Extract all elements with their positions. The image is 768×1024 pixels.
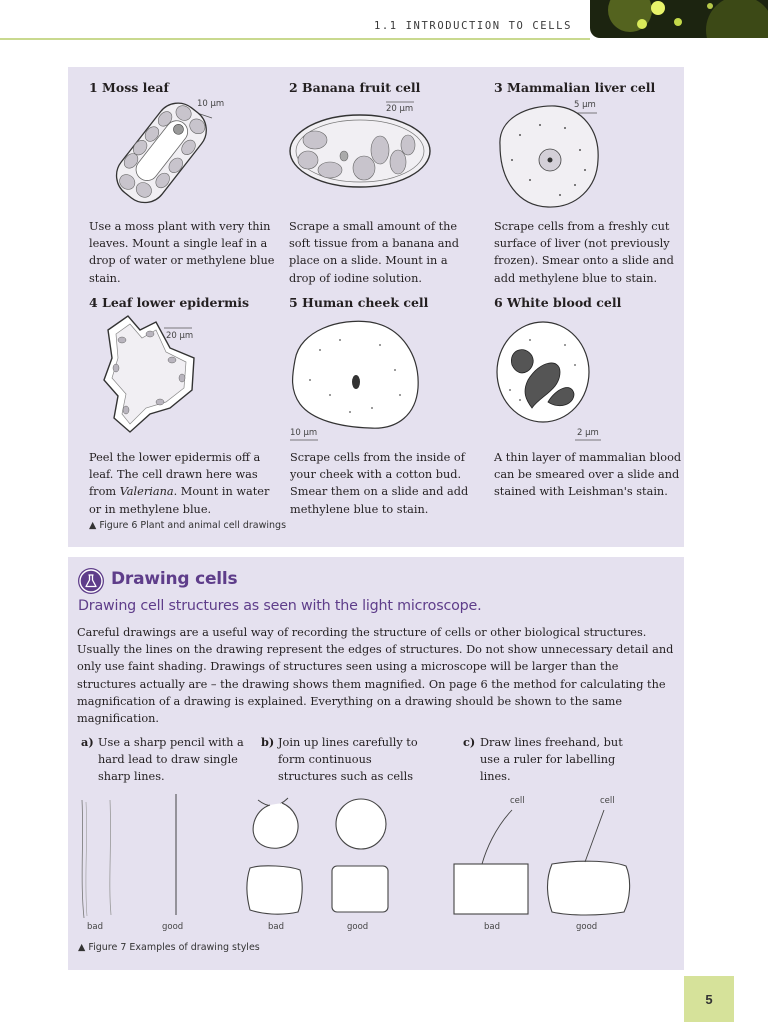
- banana-scale: 20 μm: [386, 104, 414, 114]
- section-subtitle: Drawing cell structures as seen with the light microscope.: [78, 598, 482, 614]
- banana-cell-heading: 2 Banana fruit cell: [289, 80, 421, 95]
- step-a: a) Use a sharp pencil with a hard lead to draw single sharp lines.: [81, 735, 244, 784]
- step-b: b) Join up lines carefully to form continuous structures such as cells: [261, 735, 418, 784]
- cheek-scale: 10 μm: [290, 428, 318, 438]
- banana-cell-description: Scrape a small amount of the soft tissue from a banana and place on a slide. Mount in a drop of iodine solution.: [289, 220, 460, 285]
- label-bad-b: bad: [268, 922, 284, 932]
- figure6-caption: ▲ Figure 6 Plant and animal cell drawings: [89, 520, 287, 531]
- wbc-scale: 2 μm: [577, 428, 599, 438]
- section-title: Drawing cells: [111, 569, 238, 589]
- section-body: Careful drawings are a useful way of recording the structure of cells or other biological structures. Usually the lines on the drawing represent the edges of structures. Do not show unnecessary detail and only use faint shading. Drawings of structures seen using a microscope will be larger than the structures actually are – the drawing shows them magnified. On page 6 the method for calculating the magnification of a drawing is explained. Everything on a drawing should be shown to the same magnification.: [77, 626, 674, 726]
- section-header: 1.1 INTRODUCTION TO CELLS: [373, 20, 572, 32]
- label-good-b: good: [347, 922, 369, 932]
- wbc-description: A thin layer of mammalian blood can be smeared over a slide and stained with Leishman's stain.: [494, 451, 682, 499]
- moss-scale: 10 μm: [197, 99, 225, 109]
- epidermis-description: Peel the lower epidermis off a leaf. The cell drawn here was from Valeriana. Mount in water or in methylene blue.: [89, 451, 270, 516]
- step-c: c) Draw lines freehand, but use a ruler for labelling lines.: [463, 735, 623, 784]
- epidermis-scale: 20 μm: [166, 331, 194, 341]
- label-cell-bad: cell: [510, 796, 525, 806]
- liver-cell-description: Scrape cells from a freshly cut surface of liver (not previously frozen). Smear onto a slide and add methylene blue to stain.: [494, 220, 674, 285]
- label-bad-c: bad: [484, 922, 500, 932]
- cheek-cell-heading: 5 Human cheek cell: [289, 295, 429, 310]
- page-number: 5: [684, 976, 734, 1022]
- label-bad-a: bad: [87, 922, 103, 932]
- figure7-caption: ▲ Figure 7 Examples of drawing styles: [78, 942, 260, 953]
- moss-leaf-description: Use a moss plant with very thin leaves. Mount a single leaf in a drop of water or methylene blue stain.: [89, 220, 275, 285]
- label-good-a: good: [162, 922, 184, 932]
- label-good-c: good: [576, 922, 598, 932]
- cheek-cell-description: Scrape cells from the inside of your cheek with a cotton bud. Smear them on a slide and add methylene blue to stain.: [290, 451, 469, 516]
- label-cell-good: cell: [600, 796, 615, 806]
- moss-leaf-heading: 1 Moss leaf: [89, 80, 169, 95]
- epidermis-heading: 4 Leaf lower epidermis: [89, 295, 250, 310]
- liver-scale: 5 μm: [574, 100, 596, 110]
- liver-cell-heading: 3 Mammalian liver cell: [494, 80, 656, 95]
- wbc-heading: 6 White blood cell: [494, 295, 622, 310]
